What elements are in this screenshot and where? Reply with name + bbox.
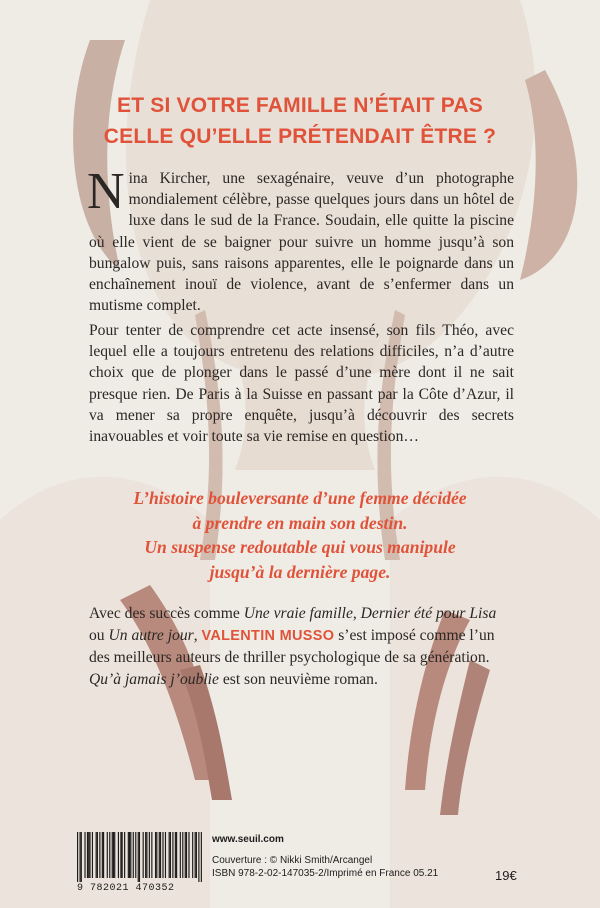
barcode-bar (99, 832, 100, 878)
barcode-bar (162, 832, 163, 878)
tagline-line-3: Un suspense redoutable qui vous manipule (144, 537, 456, 557)
barcode-bar (192, 832, 193, 878)
barcode-bar (79, 832, 80, 882)
barcode-bar (122, 832, 123, 878)
barcode-bar (143, 832, 144, 878)
tagline (60, 486, 540, 584)
barcode-bar (124, 832, 125, 878)
bio-text: , (193, 627, 202, 644)
barcode-bar (96, 832, 97, 878)
barcode-bar (112, 832, 113, 878)
barcode-bar (195, 832, 196, 878)
bio-text: s’est imposé comme l’un des meilleurs auteurs de thriller psychologique de sa génération. (89, 627, 495, 666)
barcode-bar (133, 832, 134, 878)
barcode-bar (169, 832, 170, 878)
bio-text: ou (89, 627, 109, 644)
barcode-bar (180, 832, 181, 878)
barcode-bar (138, 832, 139, 882)
isbn: ISBN 978-2-02-147035-2/Imprimé en France 05.21 (212, 867, 439, 879)
barcode-bar (130, 832, 131, 878)
barcode-bar (151, 832, 152, 878)
barcode-bar (135, 832, 136, 878)
barcode (77, 832, 202, 892)
barcode-bar (146, 832, 147, 878)
barcode-bar (88, 832, 89, 878)
headline-line-2: CELLE QU’ELLE PRÉTENDAIT ÊTRE ? (103, 125, 497, 148)
barcode-bar (198, 832, 199, 882)
barcode-bar (159, 832, 160, 878)
synopsis-paragraph-2: Pour tenter de comprendre cet acte insensé, son fils Théo, avec lequel elle a toujours entretenu des relations difficiles, n’a d’autre choix que de plonger dans le passé d’une mère dont il ne sait presque rien. De Paris à la Suisse en passant par la Côte d’Azur, il va mener sa propre enquête, jusqu’à découvrir des secrets inavouables et voir toute sa vie remise en question… (89, 322, 514, 446)
price: 19€ (495, 868, 517, 883)
barcode-bar (77, 832, 78, 882)
barcode-bar (185, 832, 186, 878)
publisher-website: www.seuil.com (212, 834, 284, 845)
barcode-bar (145, 832, 146, 878)
barcode-bar (84, 832, 85, 878)
barcode-bar (176, 832, 177, 878)
barcode-bar (97, 832, 98, 878)
barcode-bar (139, 832, 140, 882)
tagline-line-4: jusqu’à la dernière page. (209, 561, 391, 582)
author-name: VALENTIN MUSSO (201, 628, 335, 644)
barcode-bar (103, 832, 104, 878)
barcode-bar (156, 832, 157, 878)
barcode-bar (81, 832, 82, 882)
barcode-bar (114, 832, 115, 878)
cover-credit: Couverture : © Nikki Smith/Arcangel (212, 855, 373, 866)
barcode-bar (196, 832, 197, 878)
barcode-bar (155, 832, 156, 878)
bio-text: Avec des succès comme (89, 605, 244, 622)
tagline-line-2: à prendre en main son destin. (192, 512, 408, 533)
barcode-bar (109, 832, 110, 878)
author-bio (89, 603, 509, 691)
barcode-bar (160, 832, 161, 878)
book-title-1: Une vraie famille (243, 605, 353, 622)
barcode-bar (89, 832, 90, 878)
book-title-2: Dernier été pour Lisa (360, 605, 497, 622)
book-title-current: Qu’à jamais j’oublie (89, 671, 219, 688)
barcode-bar (182, 832, 183, 878)
barcode-bar (107, 832, 108, 878)
drop-cap: N (87, 163, 125, 220)
barcode-bar (92, 832, 93, 878)
barcode-bar (129, 832, 130, 878)
barcode-bar (165, 832, 166, 878)
tagline-line-1: L’histoire bouleversante d’une femme décidée (133, 488, 467, 508)
bio-text: , (352, 605, 361, 622)
headline (60, 90, 540, 152)
barcode-bar (170, 832, 171, 878)
barcode-bar (113, 832, 114, 878)
credits (212, 855, 438, 880)
barcode-bar (128, 832, 129, 878)
bio-text: est son neuvième roman. (218, 671, 378, 688)
barcode-bar (87, 832, 88, 878)
barcode-bar (149, 832, 150, 878)
book-title-3: Un autre jour (108, 627, 194, 644)
barcode-bars (77, 832, 202, 882)
barcode-bar (102, 832, 103, 878)
synopsis-paragraph-1 (87, 163, 514, 316)
barcode-bar (172, 832, 173, 878)
barcode-bar (120, 832, 121, 878)
headline-line-1: ET SI VOTRE FAMILLE N’ÉTAIT PAS (117, 94, 483, 117)
barcode-number: 9 782021 470352 (77, 883, 175, 894)
barcode-bar (188, 832, 189, 878)
barcode-bar (118, 832, 119, 878)
barcode-bar (201, 832, 202, 882)
synopsis-paragraph-1-text: ina Kircher, une sexagénaire, veuve d’un photographe mondialement célèbre, passe quelques jours dans un hôtel de luxe dans le sud de la France. Soudain, elle quitte la piscine où elle vient de se baigner pour suivre un homme jusqu’à son bungalow puis, sans raisons apparentes, elle le poignarde dans un enchaînement inouï de violence, avant de s’enfermer dans un mutisme complet. (89, 170, 514, 315)
barcode-bar (175, 832, 176, 878)
barcode-bar (186, 832, 187, 878)
